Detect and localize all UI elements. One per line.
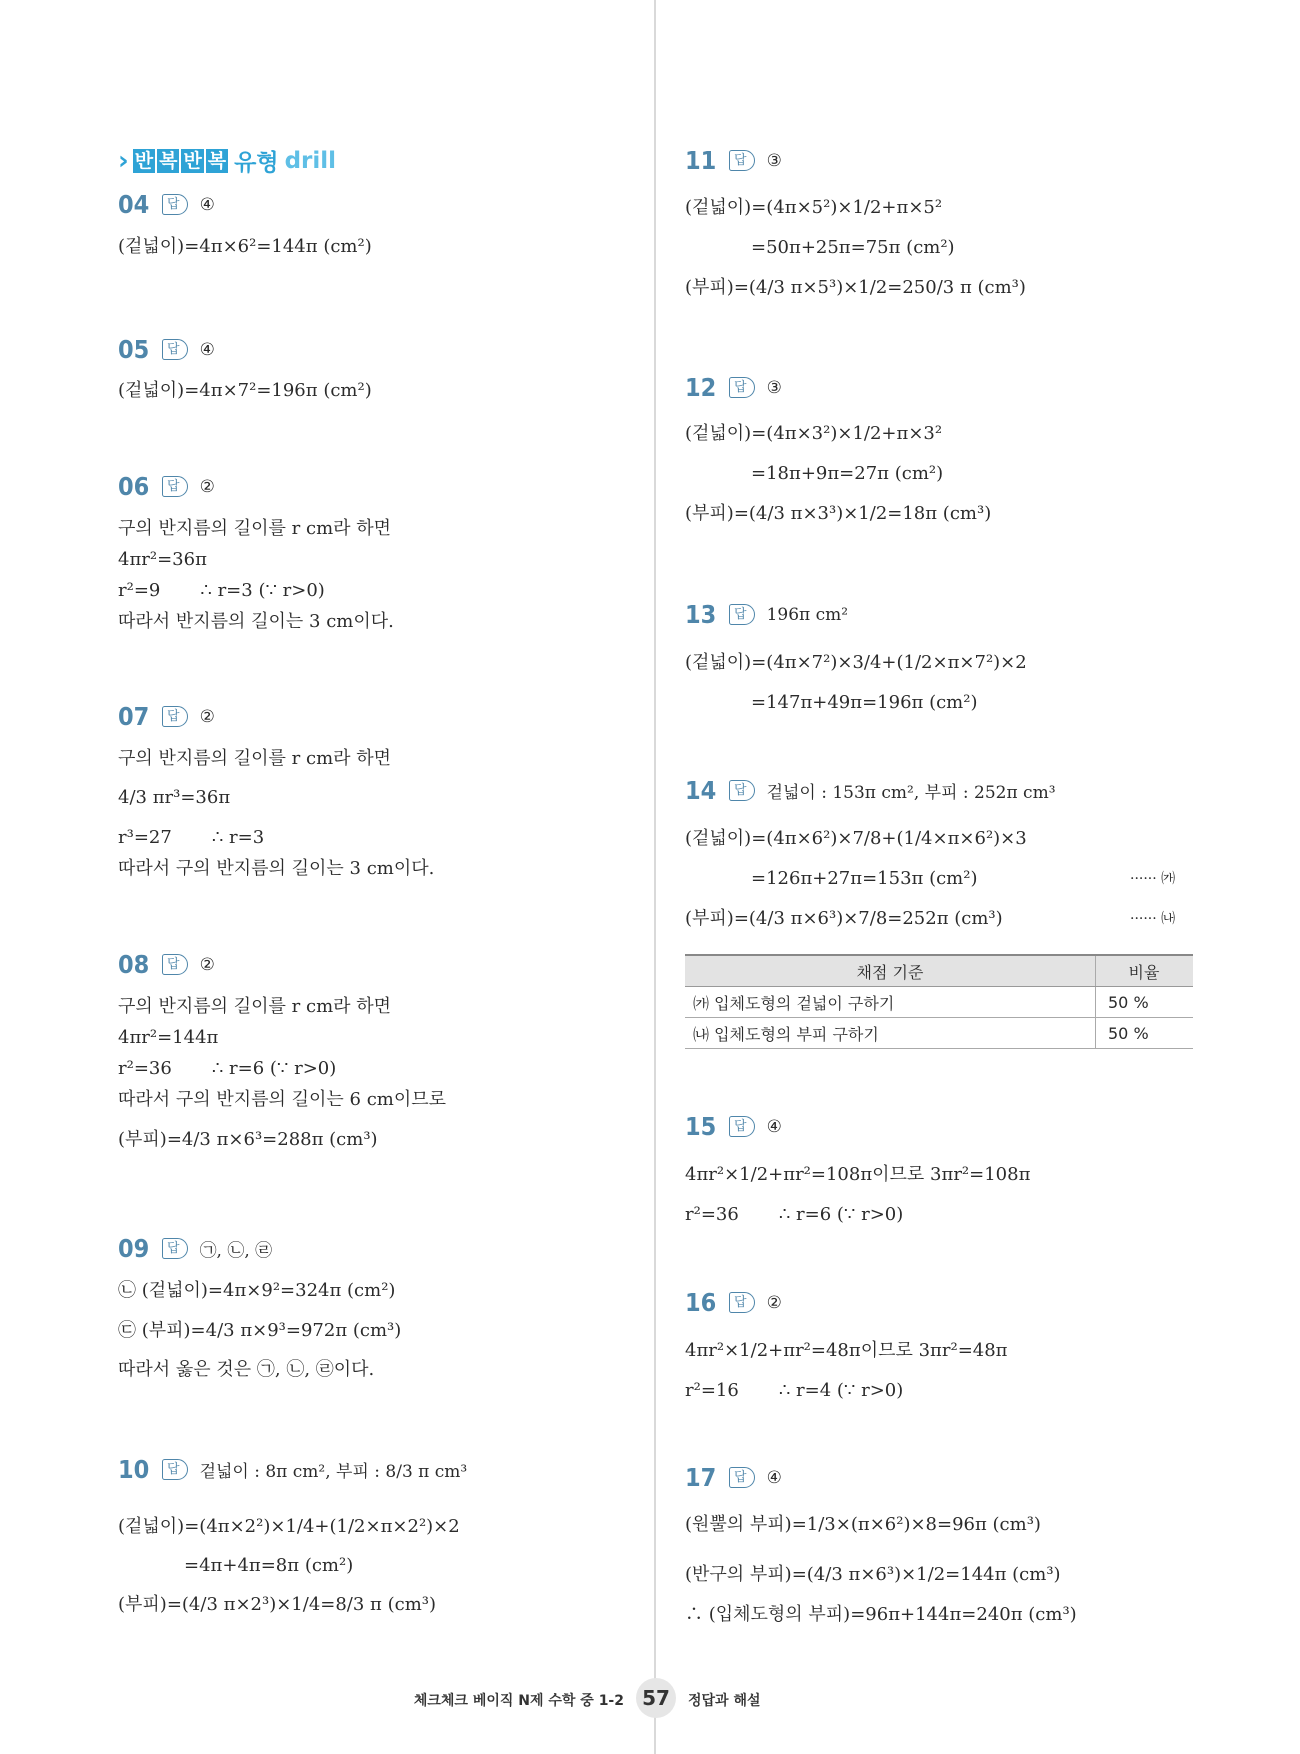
footer-book-title: 체크체크 베이직 N제 수학 중 1-2 xyxy=(413,1693,624,1709)
answer-badge: 답 xyxy=(729,604,755,625)
q04-number: 04 xyxy=(118,190,150,219)
q11-line-1: (겉넓이)=(4π×5²)×1/2+π×5² xyxy=(685,197,943,218)
q09-number: 09 xyxy=(118,1234,150,1263)
answer-badge: 답 xyxy=(729,1116,755,1137)
header-word: 유형 xyxy=(234,150,279,176)
q10-number: 10 xyxy=(118,1455,150,1484)
q09-answer: ㉠, ㉡, ㉣ xyxy=(199,1241,273,1261)
answer-badge: 답 xyxy=(729,1467,755,1488)
q12-answer: ③ xyxy=(766,377,782,398)
q17-head xyxy=(685,1463,782,1492)
q13-number: 13 xyxy=(685,600,717,629)
q12-line-2: =18π+9π=27π (cm²) xyxy=(751,463,944,484)
q06-line-3: r²=9 ∴ r=3 (∵ r>0) xyxy=(118,580,325,601)
q09-line-3: 따라서 옳은 것은 ㉠, ㉡, ㉣이다. xyxy=(118,1359,375,1380)
q11-line-3: (부피)=(4/3 π×5³)×1/2=250/3 π (cm³) xyxy=(685,277,1026,298)
header-box-1: 반 xyxy=(134,149,154,172)
q08-line-4: 따라서 구의 반지름의 길이는 6 cm이므로 xyxy=(118,1089,447,1110)
answer-badge: 답 xyxy=(162,1238,188,1259)
q12-number: 12 xyxy=(685,373,717,402)
q05-head xyxy=(118,335,215,364)
q16-number: 16 xyxy=(685,1288,717,1317)
q09-head xyxy=(118,1234,272,1263)
q14-answer: 겉넓이 : 153π cm², 부피 : 252π cm³ xyxy=(766,783,1056,803)
q11-number: 11 xyxy=(685,146,717,175)
header-drill: drill xyxy=(284,147,337,174)
q16-head xyxy=(685,1288,782,1317)
q06-line-2: 4πr²=36π xyxy=(118,549,207,570)
q08-line-5: (부피)=4/3 π×6³=288π (cm³) xyxy=(118,1129,378,1150)
q05-number: 05 xyxy=(118,335,150,364)
section-header xyxy=(118,144,336,177)
q17-number: 17 xyxy=(685,1463,717,1492)
q07-number: 07 xyxy=(118,702,150,731)
answer-badge: 답 xyxy=(729,377,755,398)
q14-number: 14 xyxy=(685,776,717,805)
q09-line-2: ㉢ (부피)=4/3 π×9³=972π (cm³) xyxy=(118,1320,402,1341)
q06-number: 06 xyxy=(118,472,150,501)
q07-line-1: 구의 반지름의 길이를 r cm라 하면 xyxy=(118,748,392,769)
q15-number: 15 xyxy=(685,1112,717,1141)
q10-head xyxy=(118,1455,467,1484)
q14-line-2: =126π+27π=153π (cm²) xyxy=(751,868,978,889)
scoring-table xyxy=(685,954,1193,1049)
q10-line-2: =4π+4π=8π (cm²) xyxy=(184,1555,354,1576)
q08-line-1: 구의 반지름의 길이를 r cm라 하면 xyxy=(118,996,392,1017)
q15-answer: ④ xyxy=(766,1116,782,1137)
q06-line-1: 구의 반지름의 길이를 r cm라 하면 xyxy=(118,518,392,539)
q16-line-1: 4πr²×1/2+πr²=48π이므로 3πr²=48π xyxy=(685,1340,1008,1361)
header-box-4: 복 xyxy=(207,149,227,172)
answer-badge: 답 xyxy=(729,150,755,171)
center-divider xyxy=(654,0,656,1754)
q16-answer: ② xyxy=(766,1292,782,1313)
q07-line-4: 따라서 구의 반지름의 길이는 3 cm이다. xyxy=(118,858,435,879)
q17-line-1: (원뿔의 부피)=1/3×(π×6²)×8=96π (cm³) xyxy=(685,1514,1041,1535)
q10-line-1: (겉넓이)=(4π×2²)×1/4+(1/2×π×2²)×2 xyxy=(118,1516,460,1537)
q15-head xyxy=(685,1112,782,1141)
q07-answer: ② xyxy=(199,706,215,727)
scoring-header-criteria: 채점 기준 xyxy=(685,955,1096,987)
q04-answer: ④ xyxy=(199,194,215,215)
q12-head xyxy=(685,373,782,402)
q13-line-2: =147π+49π=196π (cm²) xyxy=(751,692,978,713)
q14-line-3: (부피)=(4/3 π×6³)×7/8=252π (cm³) xyxy=(685,908,1003,929)
q15-line-1: 4πr²×1/2+πr²=108π이므로 3πr²=108π xyxy=(685,1164,1031,1185)
page-number: 57 xyxy=(636,1678,676,1718)
scoring-header-row xyxy=(685,955,1193,987)
q07-line-3: r³=27 ∴ r=3 xyxy=(118,827,265,848)
q07-line-2: 4/3 πr³=36π xyxy=(118,787,231,808)
q11-head xyxy=(685,146,782,175)
q15-line-2: r²=36 ∴ r=6 (∵ r>0) xyxy=(685,1204,904,1225)
header-box-3: 반 xyxy=(183,149,202,172)
q04-head xyxy=(118,190,215,219)
q17-line-3: ∴ (입체도형의 부피)=96π+144π=240π (cm³) xyxy=(685,1604,1077,1625)
q10-answer: 겉넓이 : 8π cm², 부피 : 8/3 π cm³ xyxy=(199,1462,468,1482)
q14-marker-ga: ······ ㈎ xyxy=(1130,871,1176,887)
scoring-ratio-cell: 50 % xyxy=(1096,987,1194,1018)
answer-badge: 답 xyxy=(729,1292,755,1313)
header-box-2: 복 xyxy=(159,149,178,172)
answer-badge: 답 xyxy=(729,780,755,801)
footer-section-title: 정답과 해설 xyxy=(688,1693,761,1709)
q08-line-3: r²=36 ∴ r=6 (∵ r>0) xyxy=(118,1058,337,1079)
q04-line-1: (겉넓이)=4π×6²=144π (cm²) xyxy=(118,236,372,257)
scoring-header-ratio: 비율 xyxy=(1096,955,1194,987)
q10-line-3: (부피)=(4/3 π×2³)×1/4=8/3 π (cm³) xyxy=(118,1594,437,1615)
q12-line-3: (부피)=(4/3 π×3³)×1/2=18π (cm³) xyxy=(685,503,992,524)
q14-head xyxy=(685,776,1056,805)
scoring-criteria-cell: ㈎ 입체도형의 겉넓이 구하기 xyxy=(685,987,1096,1018)
q05-answer: ④ xyxy=(199,339,215,360)
q11-answer: ③ xyxy=(766,150,782,171)
q06-line-4: 따라서 반지름의 길이는 3 cm이다. xyxy=(118,611,394,632)
q08-answer: ② xyxy=(199,954,215,975)
q08-number: 08 xyxy=(118,950,150,979)
answer-badge: 답 xyxy=(162,706,188,727)
answer-badge: 답 xyxy=(162,954,188,975)
q07-head xyxy=(118,702,215,731)
q13-head xyxy=(685,600,848,629)
q14-marker-na: ······ ㈏ xyxy=(1130,911,1176,927)
q17-line-2: (반구의 부피)=(4/3 π×6³)×1/2=144π (cm³) xyxy=(685,1564,1061,1585)
q08-line-2: 4πr²=144π xyxy=(118,1027,219,1048)
q13-answer: 196π cm² xyxy=(766,604,849,625)
scoring-criteria-cell: ㈏ 입체도형의 부피 구하기 xyxy=(685,1018,1096,1049)
q16-line-2: r²=16 ∴ r=4 (∵ r>0) xyxy=(685,1380,904,1401)
q06-answer: ② xyxy=(199,476,215,497)
q08-head xyxy=(118,950,215,979)
scoring-ratio-cell: 50 % xyxy=(1096,1018,1194,1049)
chevron-right-icon: › xyxy=(118,145,129,176)
footer xyxy=(0,1678,1300,1720)
table-row xyxy=(685,1018,1193,1049)
answer-badge: 답 xyxy=(162,1459,188,1480)
q17-answer: ④ xyxy=(766,1467,782,1488)
q11-line-2: =50π+25π=75π (cm²) xyxy=(751,237,955,258)
q14-line-1: (겉넓이)=(4π×6²)×7/8+(1/4×π×6²)×3 xyxy=(685,828,1027,849)
q13-line-1: (겉넓이)=(4π×7²)×3/4+(1/2×π×7²)×2 xyxy=(685,652,1027,673)
answer-badge: 답 xyxy=(162,339,188,360)
q09-line-1: ㉡ (겉넓이)=4π×9²=324π (cm²) xyxy=(118,1280,396,1301)
q06-head xyxy=(118,472,215,501)
answer-badge: 답 xyxy=(162,476,188,497)
q05-line-1: (겉넓이)=4π×7²=196π (cm²) xyxy=(118,380,372,401)
answer-badge: 답 xyxy=(162,194,188,215)
q12-line-1: (겉넓이)=(4π×3²)×1/2+π×3² xyxy=(685,423,943,444)
table-row xyxy=(685,987,1193,1018)
